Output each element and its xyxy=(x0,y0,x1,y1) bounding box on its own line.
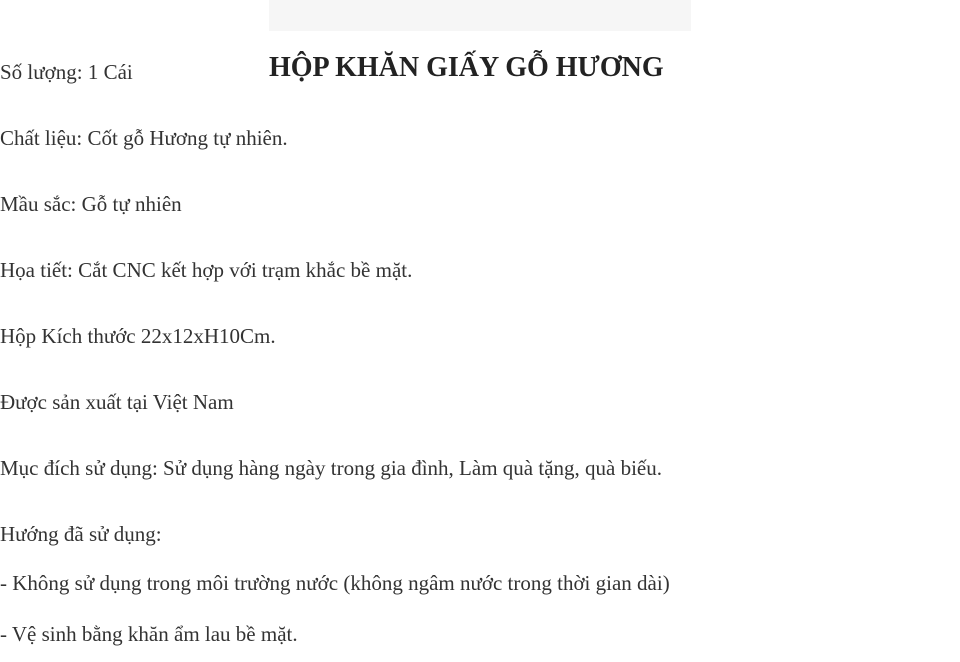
color-text: Mầu sắc: Gỗ tự nhiên xyxy=(0,192,182,216)
usage-heading: Hướng đã sử dụng: xyxy=(0,522,162,546)
product-title: HỘP KHĂN GIẤY GỖ HƯƠNG xyxy=(269,52,664,83)
material-text: Chất liệu: Cốt gỗ Hương tự nhiên. xyxy=(0,126,288,150)
size-text: Hộp Kích thước 22x12xH10Cm. xyxy=(0,324,276,348)
pattern-text: Họa tiết: Cắt CNC kết hợp với trạm khắc bề mặt. xyxy=(0,258,413,282)
product-image-placeholder xyxy=(269,0,691,31)
origin-text: Được sản xuất tại Việt Nam xyxy=(0,390,234,414)
usage-item: - Không sử dụng trong môi trường nước (không ngâm nước trong thời gian dài) xyxy=(0,571,670,595)
quantity-text: Số lượng: 1 Cái xyxy=(0,60,133,84)
purpose-text: Mục đích sử dụng: Sử dụng hàng ngày trong gia đình, Làm quà tặng, quà biếu. xyxy=(0,456,662,480)
usage-item: - Vệ sinh bằng khăn ẩm lau bề mặt. xyxy=(0,622,298,646)
